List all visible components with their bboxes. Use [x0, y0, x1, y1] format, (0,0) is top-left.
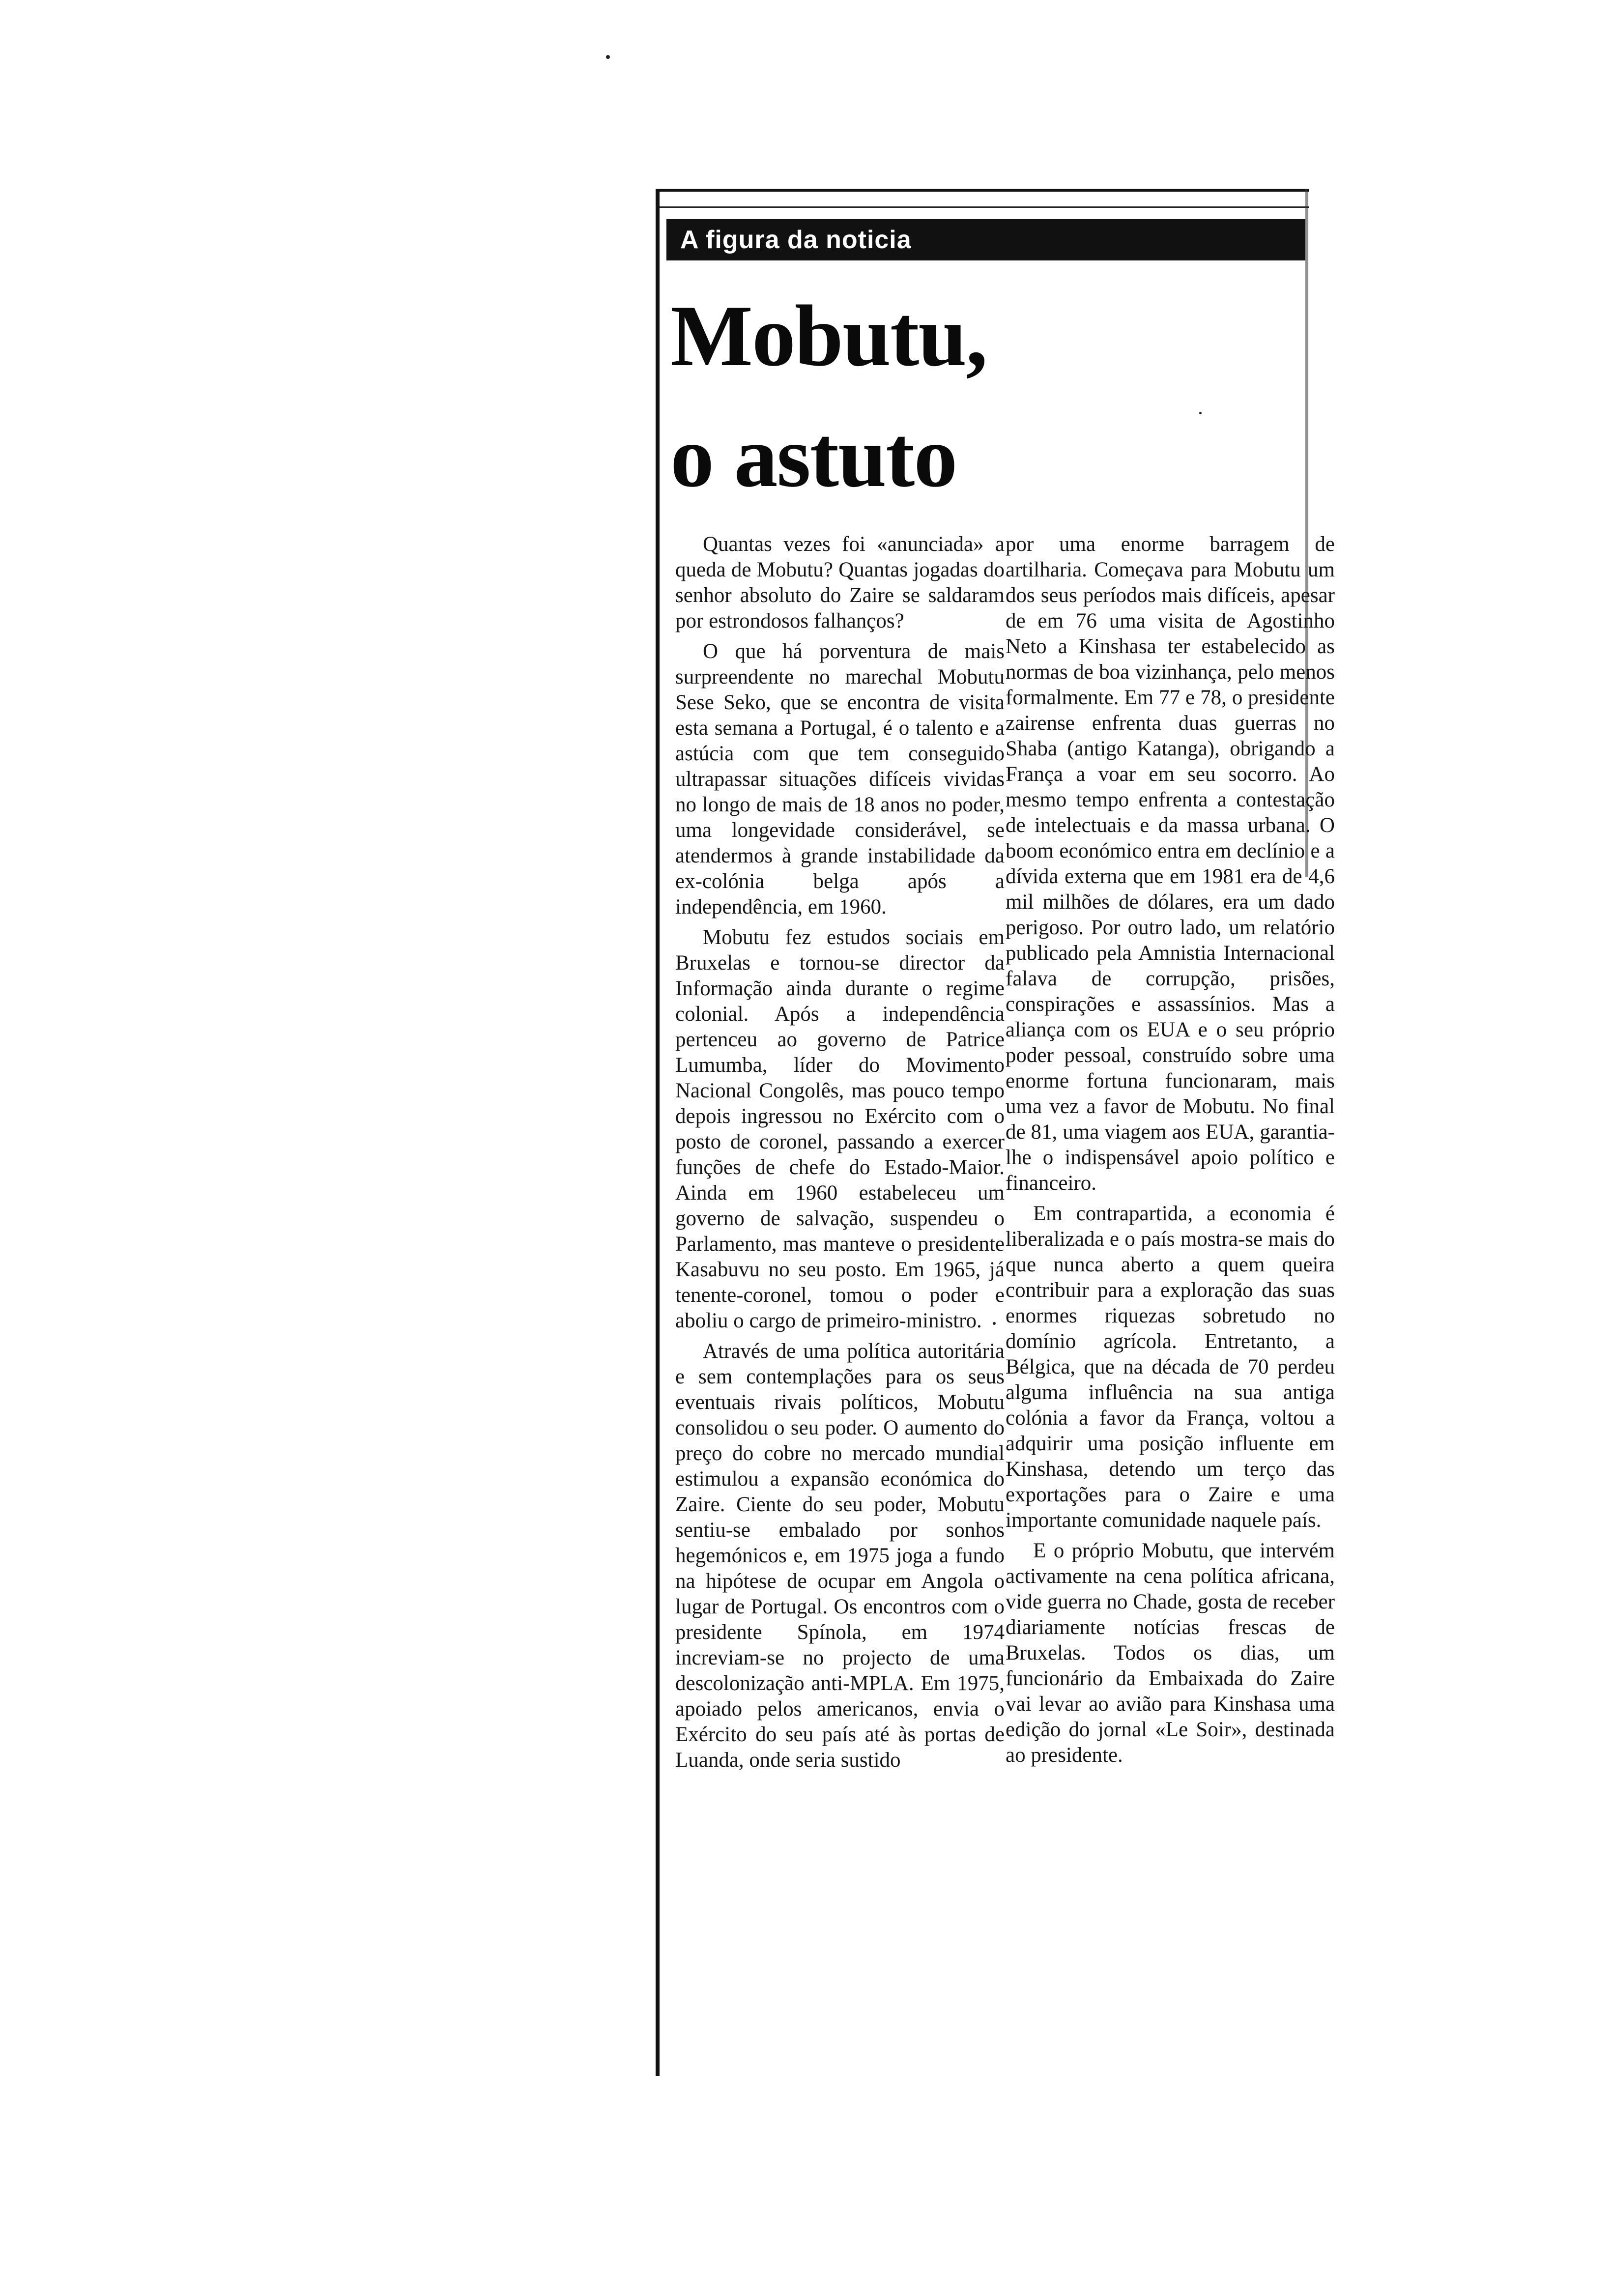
- paragraph: E o próprio Mobutu, que intervém activamente na cena política africana, vide guerra no Chade, gosta de receber diariamente notícias frescas de Bruxelas. Todos os dias, um funcionário da Embaixada do Zaire vai levar ao avião para Kinshasa uma edição do jornal «Le Soir», destinada ao presidente.: [1006, 1539, 1335, 1767]
- article-column-1: [675, 532, 1005, 1778]
- section-banner-label: A figura da noticia: [680, 226, 912, 254]
- paragraph: Mobutu fez estudos sociais em Bruxelas e tornou-se director da Informação ainda durante o regime colonial. Após a independência pertenceu ao governo de Patrice Lumumba, líder do Movimento Nacional Congolês, mas pouco tempo depois ingressou no Exército com o posto de coronel, passando a exercer funções de chefe do Estado-Maior. Ainda em 1960 estabeleceu um governo de salvação, suspendeu o Parlamento, mas manteve o presidente Kasabuvu no seu posto. Em 1965, já tenente-coronel, tomou o poder e aboliu o cargo de primeiro-ministro.: [675, 926, 1005, 1332]
- paragraph-continued: por uma enorme barragem de artilharia. Começava para Mobutu um dos seus períodos mais difíceis, apesar de em 76 uma visita de Agostinho Neto a Kinshasa ter estabelecido as normas de boa vizinhança, pelo menos formalmente. Em 77 e 78, o presidente zairense enfrenta duas guerras no Shaba (antigo Katanga), obrigando a França a voar em seu socorro. Ao mesmo tempo enfrenta a contestação de intelectuais e da massa urbana. O boom económico entra em declínio e a dívida externa que em 1981 era de 4,6 mil milhões de dólares, era um dado perigoso. Por outro lado, um relatório publicado pela Amnistia Internacional falava de corrupção, prisões, conspirações e assassínios. Mas a aliança com os EUA e o seu próprio poder pessoal, construído sobre uma enorme fortuna funcionaram, mais uma vez a favor de Mobutu. No final de 81, uma viagem aos EUA, garantia-lhe o indispensável apoio político e financeiro.: [1006, 533, 1335, 1195]
- paragraph: Quantas vezes foi «anunciada» a queda de Mobutu? Quantas jogadas do senhor absoluto do Zaire se saldaram por estrondosos falhanços?: [675, 533, 1005, 632]
- paragraph: O que há porventura de mais surpreendente no marechal Mobutu Sese Seko, que se encontra de visita esta semana a Portugal, é o talento e a astúcia com que tem conseguido ultrapassar situações difíceis vividas no longo de mais de 18 anos no poder, uma longevidade considerável, se atendermos à grande instabilidade da ex-colónia belga após a independência, em 1960.: [675, 640, 1005, 918]
- paragraph: Em contrapartida, a economia é liberalizada e o país mostra-se mais do que nunca aberto a quem queira contribuir para a exploração das suas enormes riquezas sobretudo no domínio agrícola. Entretanto, a Bélgica, que na década de 70 perdeu alguma influência na sua antiga colónia a favor da França, voltou a adquirir uma posição influente em Kinshasa, detendo um terço das exportações para o Zaire e uma importante comunidade naquele país.: [1006, 1202, 1335, 1532]
- left-border-rule: [656, 189, 660, 2076]
- top-border-rule: [656, 189, 1309, 192]
- article-column-2: [1006, 532, 1335, 1773]
- scan-speck: [606, 55, 610, 59]
- headline-line-2: o astuto: [670, 408, 957, 505]
- headline-line-1: Mobutu,: [670, 287, 987, 384]
- top-border-rule-thin: [656, 206, 1309, 208]
- paragraph: Através de uma política autoritária e sem contemplações para os seus eventuais rivais políticos, Mobutu consolidou o seu poder. O aumento do preço do cobre no mercado mundial estimulou a expansão económica do Zaire. Ciente do seu poder, Mobutu sentiu-se embalado por sonhos hegemónicos e, em 1975 joga a fundo na hipótese de ocupar em Angola o lugar de Portugal. Os encontros com o presidente Spínola, em 1974 increviam-se no projecto de uma descolonização anti-MPLA. Em 1975, apoiado pelos americanos, envia o Exército do seu país até às portas de Luanda, onde seria sustido: [675, 1340, 1005, 1772]
- section-banner: [666, 219, 1305, 260]
- article-headline: [670, 275, 1299, 517]
